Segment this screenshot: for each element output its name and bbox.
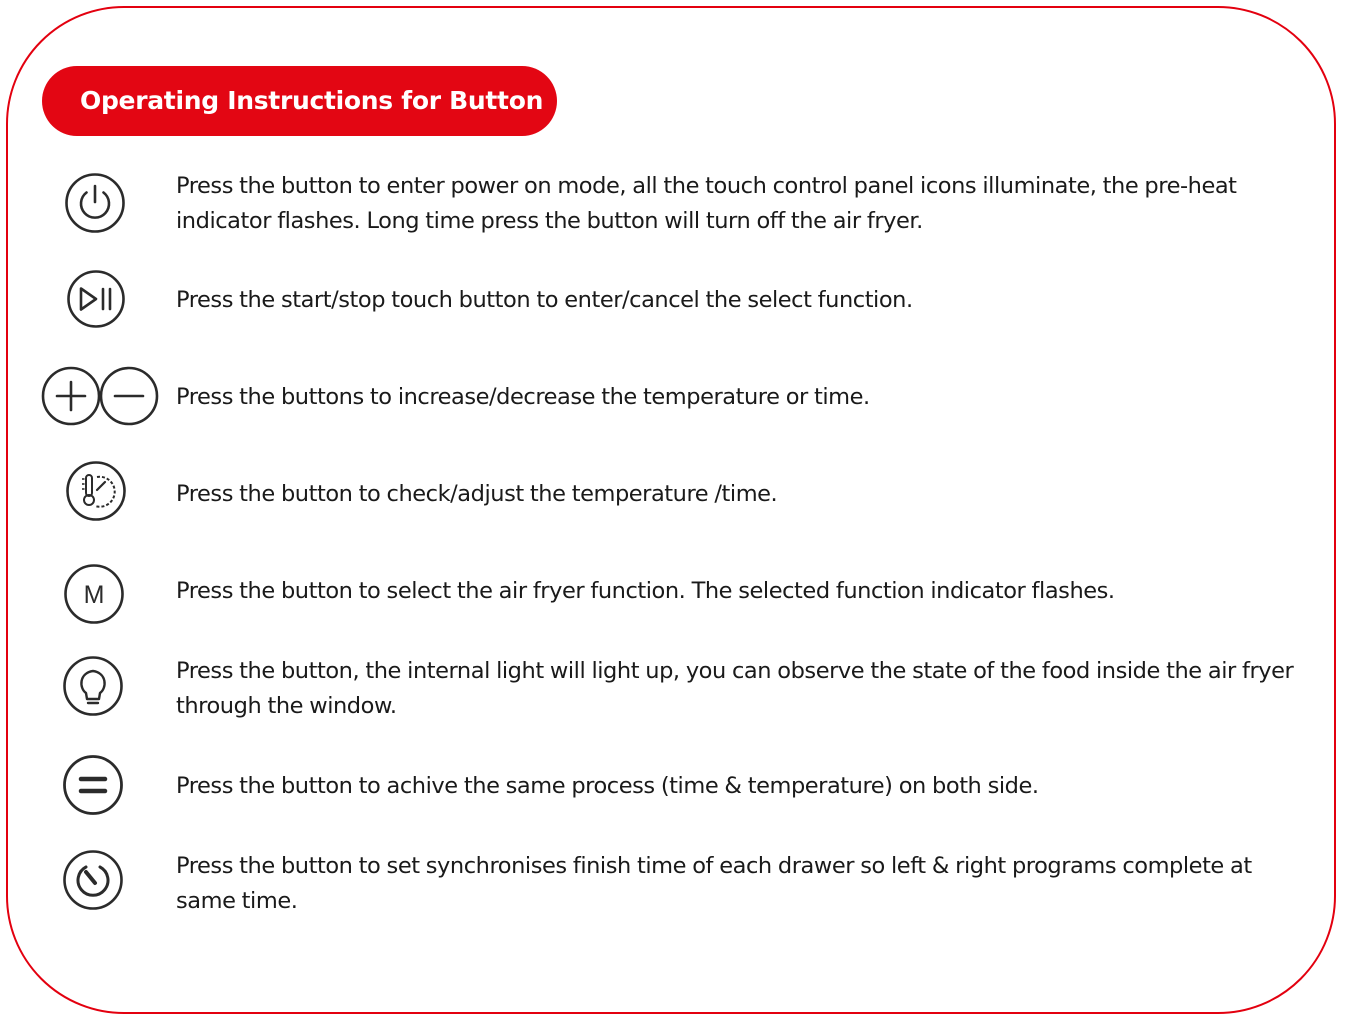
section-title: Operating Instructions for Button xyxy=(42,66,557,136)
menu-m-icon xyxy=(63,563,125,625)
svg-text:M: M xyxy=(83,581,105,609)
play-pause-icon xyxy=(66,269,126,329)
sync-finish-icon xyxy=(62,849,124,911)
power-icon xyxy=(64,172,126,234)
plus-minus-icon xyxy=(40,366,160,426)
power-description: Press the button to enter power on mode, all the touch control panel icons illuminate, the pre-heat indicator flashes. Long time press the button will turn off the air fryer. xyxy=(176,173,1237,234)
start-stop-description: Press the start/stop touch button to enter/cancel the select function. xyxy=(176,287,913,313)
increase-decrease-description: Press the buttons to increase/decrease the temperature or time. xyxy=(176,384,870,410)
same-process-description: Press the button to achive the same process (time & temperature) on both side. xyxy=(176,773,1039,799)
equal-icon xyxy=(62,754,124,816)
function-select-description: Press the button to select the air fryer function. The selected function indicator flashes. xyxy=(176,578,1115,604)
light-bulb-icon xyxy=(62,655,124,717)
internal-light-description: Press the button, the internal light will light up, you can observe the state of the food inside the air fryer through the window. xyxy=(176,658,1294,719)
temperature-time-description: Press the button to check/adjust the temperature /time. xyxy=(176,481,778,507)
thermometer-timer-icon xyxy=(65,460,127,522)
sync-finish-description: Press the button to set synchronises finish time of each drawer so left & right programs complete at same time. xyxy=(176,853,1252,914)
